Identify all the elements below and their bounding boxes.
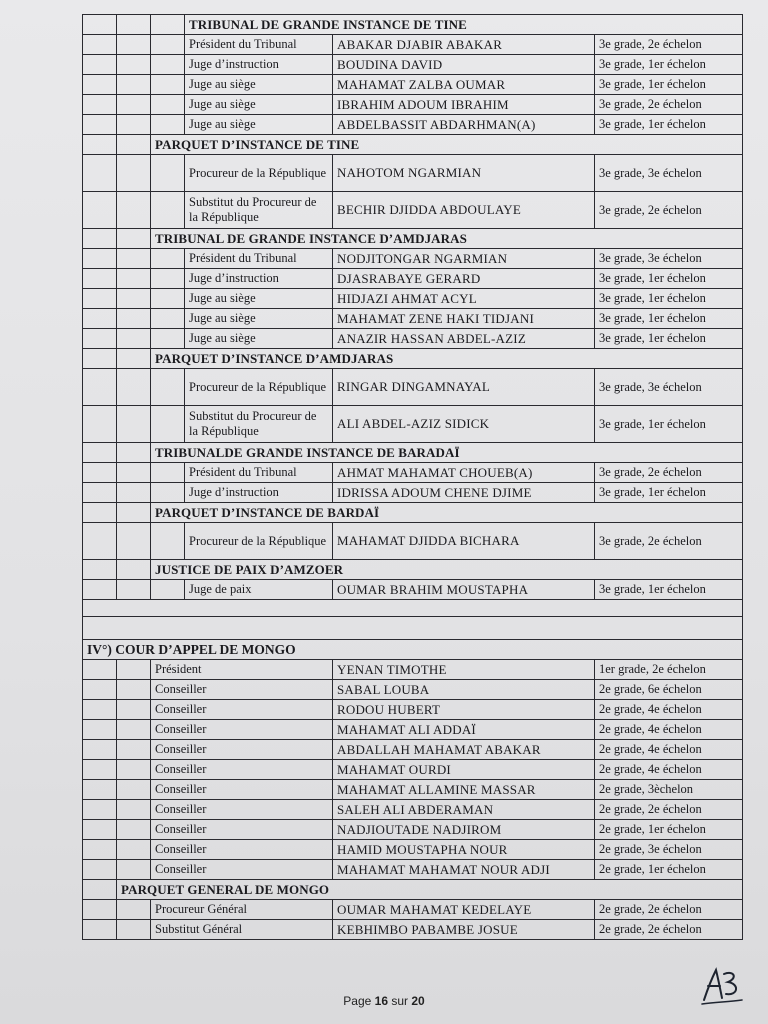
grade-cell: 2e grade, 4e échelon [595,700,743,720]
indent-cell [117,55,151,75]
function-cell: Président du Tribunal [185,463,333,483]
name-cell: IDRISSA ADOUM CHENE DJIME [333,483,595,503]
indent-cell [83,229,117,249]
section-title: IV°) COUR D’APPEL DE MONGO [83,640,743,660]
indent-cell [83,289,117,309]
indent-cell [83,780,117,800]
indent-cell [83,660,117,680]
indent-cell [117,329,151,349]
indent-cell [117,192,151,229]
name-cell: NADJIOUTADE NADJIROM [333,820,595,840]
grade-cell: 2e grade, 6e échelon [595,680,743,700]
section-header-row [83,503,743,523]
indent-cell [151,75,185,95]
indent-cell [83,920,117,940]
indent-cell [151,580,185,600]
name-cell: RINGAR DINGAMNAYAL [333,369,595,406]
indent-cell [83,269,117,289]
grade-cell: 3e grade, 2e échelon [595,192,743,229]
section-title: TRIBUNALDE GRANDE INSTANCE DE BARADAÏ [151,443,743,463]
function-cell: Juge d’instruction [185,269,333,289]
page-footer: Page 16 sur 20 [343,994,425,1008]
blank-row [83,600,743,617]
handwritten-initials [698,964,746,1008]
indent-cell [151,329,185,349]
section-header-row [83,640,743,660]
table-row [83,740,743,760]
indent-cell [83,800,117,820]
function-cell: Président [151,660,333,680]
grade-cell: 3e grade, 3e échelon [595,249,743,269]
indent-cell [83,740,117,760]
table-row [83,660,743,680]
function-cell: Juge au siège [185,75,333,95]
table-row [83,406,743,443]
indent-cell [117,15,151,35]
indent-cell [117,35,151,55]
grade-cell: 2e grade, 2e échelon [595,800,743,820]
grade-cell: 3e grade, 2e échelon [595,35,743,55]
grade-cell: 2e grade, 1er échelon [595,860,743,880]
name-cell: ABDALLAH MAHAMAT ABAKAR [333,740,595,760]
function-cell: Procureur Général [151,900,333,920]
name-cell: BOUDINA DAVID [333,55,595,75]
indent-cell [83,309,117,329]
indent-cell [83,349,117,369]
name-cell: IBRAHIM ADOUM IBRAHIM [333,95,595,115]
section-header-row [83,443,743,463]
grade-cell: 2e grade, 3èchelon [595,780,743,800]
table-row [83,580,743,600]
indent-cell [117,503,151,523]
indent-cell [117,900,151,920]
indent-cell [117,760,151,780]
indent-cell [151,192,185,229]
blank-cell [83,600,743,617]
page-number: 16 [374,994,388,1008]
indent-cell [117,780,151,800]
indent-cell [151,55,185,75]
function-cell: Président du Tribunal [185,35,333,55]
table-row [83,329,743,349]
indent-cell [83,580,117,600]
indent-cell [117,75,151,95]
table-row [83,820,743,840]
indent-cell [117,700,151,720]
indent-cell [151,95,185,115]
grade-cell: 3e grade, 3e échelon [595,155,743,192]
name-cell: ANAZIR HASSAN ABDEL-AZIZ [333,329,595,349]
indent-cell [117,800,151,820]
indent-cell [83,700,117,720]
function-cell: Procureur de la République [185,155,333,192]
magistrates-table [82,14,743,940]
function-cell: Conseiller [151,860,333,880]
function-cell: Juge au siège [185,115,333,135]
table-row [83,115,743,135]
indent-cell [117,406,151,443]
indent-cell [117,720,151,740]
indent-cell [83,523,117,560]
indent-cell [83,192,117,229]
table-row [83,309,743,329]
section-title: PARQUET D’INSTANCE DE TINE [151,135,743,155]
indent-cell [117,155,151,192]
indent-cell [83,329,117,349]
indent-cell [151,249,185,269]
table-row [83,920,743,940]
indent-cell [117,443,151,463]
table-row [83,269,743,289]
name-cell: KEBHIMBO PABAMBE JOSUE [333,920,595,940]
name-cell: AHMAT MAHAMAT CHOUEB(A) [333,463,595,483]
function-cell: Juge de paix [185,580,333,600]
function-cell: Conseiller [151,800,333,820]
indent-cell [117,523,151,560]
function-cell: Juge au siège [185,309,333,329]
name-cell: MAHAMAT DJIDDA BICHARA [333,523,595,560]
section-title: PARQUET D’INSTANCE D’AMDJARAS [151,349,743,369]
indent-cell [83,443,117,463]
blank-cell [83,617,743,640]
name-cell: MAHAMAT ZENE HAKI TIDJANI [333,309,595,329]
function-cell: Substitut Général [151,920,333,940]
grade-cell: 3e grade, 2e échelon [595,95,743,115]
indent-cell [83,860,117,880]
indent-cell [151,406,185,443]
function-cell: Juge au siège [185,95,333,115]
name-cell: MAHAMAT OURDI [333,760,595,780]
function-cell: Substitut du Procureur de la République [185,406,333,443]
indent-cell [83,820,117,840]
table-row [83,463,743,483]
indent-cell [83,720,117,740]
indent-cell [151,483,185,503]
indent-cell [83,35,117,55]
grade-cell: 2e grade, 2e échelon [595,900,743,920]
grade-cell: 2e grade, 4e échelon [595,740,743,760]
indent-cell [117,660,151,680]
name-cell: MAHAMAT MAHAMAT NOUR ADJI [333,860,595,880]
indent-cell [83,55,117,75]
grade-cell: 3e grade, 1er échelon [595,329,743,349]
name-cell: MAHAMAT ZALBA OUMAR [333,75,595,95]
indent-cell [83,900,117,920]
indent-cell [83,680,117,700]
section-title: TRIBUNAL DE GRANDE INSTANCE DE TINE [185,15,743,35]
section-header-row [83,560,743,580]
table-row [83,75,743,95]
function-cell: Conseiller [151,840,333,860]
grade-cell: 3e grade, 1er échelon [595,580,743,600]
indent-cell [117,680,151,700]
section-title: PARQUET GENERAL DE MONGO [117,880,743,900]
section-title: TRIBUNAL DE GRANDE INSTANCE D’AMDJARAS [151,229,743,249]
indent-cell [151,35,185,55]
table-row [83,760,743,780]
table-row [83,680,743,700]
table-row [83,483,743,503]
table-row [83,840,743,860]
indent-cell [151,269,185,289]
indent-cell [83,463,117,483]
section-title: PARQUET D’INSTANCE DE BARDAÏ [151,503,743,523]
indent-cell [83,155,117,192]
indent-cell [117,289,151,309]
table-row [83,900,743,920]
function-cell: Conseiller [151,720,333,740]
indent-cell [83,95,117,115]
indent-cell [117,920,151,940]
indent-cell [83,75,117,95]
grade-cell: 2e grade, 2e échelon [595,920,743,940]
name-cell: HIDJAZI AHMAT ACYL [333,289,595,309]
table-row [83,249,743,269]
grade-cell: 3e grade, 1er échelon [595,289,743,309]
table-row [83,289,743,309]
indent-cell [83,249,117,269]
indent-cell [117,560,151,580]
section-header-row [83,15,743,35]
grade-cell: 3e grade, 2e échelon [595,463,743,483]
function-cell: Président du Tribunal [185,249,333,269]
name-cell: HAMID MOUSTAPHA NOUR [333,840,595,860]
name-cell: DJASRABAYE GERARD [333,269,595,289]
name-cell: OUMAR MAHAMAT KEDELAYE [333,900,595,920]
section-header-row [83,229,743,249]
name-cell: OUMAR BRAHIM MOUSTAPHA [333,580,595,600]
grade-cell: 2e grade, 4e échelon [595,720,743,740]
blank-row [83,617,743,640]
function-cell: Conseiller [151,700,333,720]
table-row [83,860,743,880]
table-row [83,780,743,800]
name-cell: NODJITONGAR NGARMIAN [333,249,595,269]
name-cell: SALEH ALI ABDERAMAN [333,800,595,820]
indent-cell [83,503,117,523]
grade-cell: 2e grade, 4e échelon [595,760,743,780]
table-row [83,95,743,115]
indent-cell [117,820,151,840]
section-header-row [83,349,743,369]
grade-cell: 3e grade, 1er échelon [595,115,743,135]
indent-cell [151,463,185,483]
name-cell: ALI ABDEL-AZIZ SIDICK [333,406,595,443]
indent-cell [83,560,117,580]
grade-cell: 3e grade, 1er échelon [595,309,743,329]
indent-cell [117,740,151,760]
name-cell: SABAL LOUBA [333,680,595,700]
indent-cell [151,523,185,560]
indent-cell [117,580,151,600]
function-cell: Juge au siège [185,329,333,349]
indent-cell [151,369,185,406]
indent-cell [83,369,117,406]
table-row [83,720,743,740]
indent-cell [151,15,185,35]
function-cell: Juge au siège [185,289,333,309]
section-title: JUSTICE DE PAIX D’AMZOER [151,560,743,580]
grade-cell: 3e grade, 3e échelon [595,369,743,406]
grade-cell: 1er grade, 2e échelon [595,660,743,680]
section-header-row [83,135,743,155]
indent-cell [83,15,117,35]
indent-cell [117,840,151,860]
function-cell: Conseiller [151,760,333,780]
grade-cell: 3e grade, 1er échelon [595,483,743,503]
function-cell: Procureur de la République [185,523,333,560]
indent-cell [83,840,117,860]
grade-cell: 2e grade, 1er échelon [595,820,743,840]
grade-cell: 3e grade, 2e échelon [595,523,743,560]
indent-cell [83,115,117,135]
function-cell: Conseiller [151,740,333,760]
table-row [83,55,743,75]
indent-cell [117,860,151,880]
section-header-row [83,880,743,900]
grade-cell: 3e grade, 1er échelon [595,55,743,75]
table-row [83,369,743,406]
table-row [83,700,743,720]
grade-cell: 3e grade, 1er échelon [595,269,743,289]
function-cell: Conseiller [151,680,333,700]
indent-cell [117,483,151,503]
function-cell: Procureur de la République [185,369,333,406]
indent-cell [83,483,117,503]
name-cell: MAHAMAT ALI ADDAÏ [333,720,595,740]
indent-cell [83,880,117,900]
indent-cell [83,760,117,780]
function-cell: Juge d’instruction [185,483,333,503]
grade-cell: 3e grade, 1er échelon [595,75,743,95]
indent-cell [151,155,185,192]
indent-cell [117,115,151,135]
table-row [83,800,743,820]
indent-cell [117,249,151,269]
function-cell: Juge d’instruction [185,55,333,75]
grade-cell: 3e grade, 1er échelon [595,406,743,443]
name-cell: YENAN TIMOTHE [333,660,595,680]
table-row [83,523,743,560]
indent-cell [117,135,151,155]
indent-cell [117,349,151,369]
function-cell: Conseiller [151,820,333,840]
indent-cell [117,463,151,483]
indent-cell [117,269,151,289]
name-cell: NAHOTOM NGARMIAN [333,155,595,192]
function-cell: Substitut du Procureur de la République [185,192,333,229]
indent-cell [117,229,151,249]
name-cell: BECHIR DJIDDA ABDOULAYE [333,192,595,229]
indent-cell [117,95,151,115]
indent-cell [151,309,185,329]
indent-cell [83,135,117,155]
function-cell: Conseiller [151,780,333,800]
indent-cell [151,289,185,309]
table-row [83,192,743,229]
indent-cell [117,369,151,406]
grade-cell: 2e grade, 3e échelon [595,840,743,860]
name-cell: MAHAMAT ALLAMINE MASSAR [333,780,595,800]
name-cell: ABDELBASSIT ABDARHMAN(A) [333,115,595,135]
indent-cell [117,309,151,329]
indent-cell [151,115,185,135]
page-total: 20 [411,994,425,1008]
table-row [83,35,743,55]
name-cell: RODOU HUBERT [333,700,595,720]
indent-cell [83,406,117,443]
table-row [83,155,743,192]
name-cell: ABAKAR DJABIR ABAKAR [333,35,595,55]
